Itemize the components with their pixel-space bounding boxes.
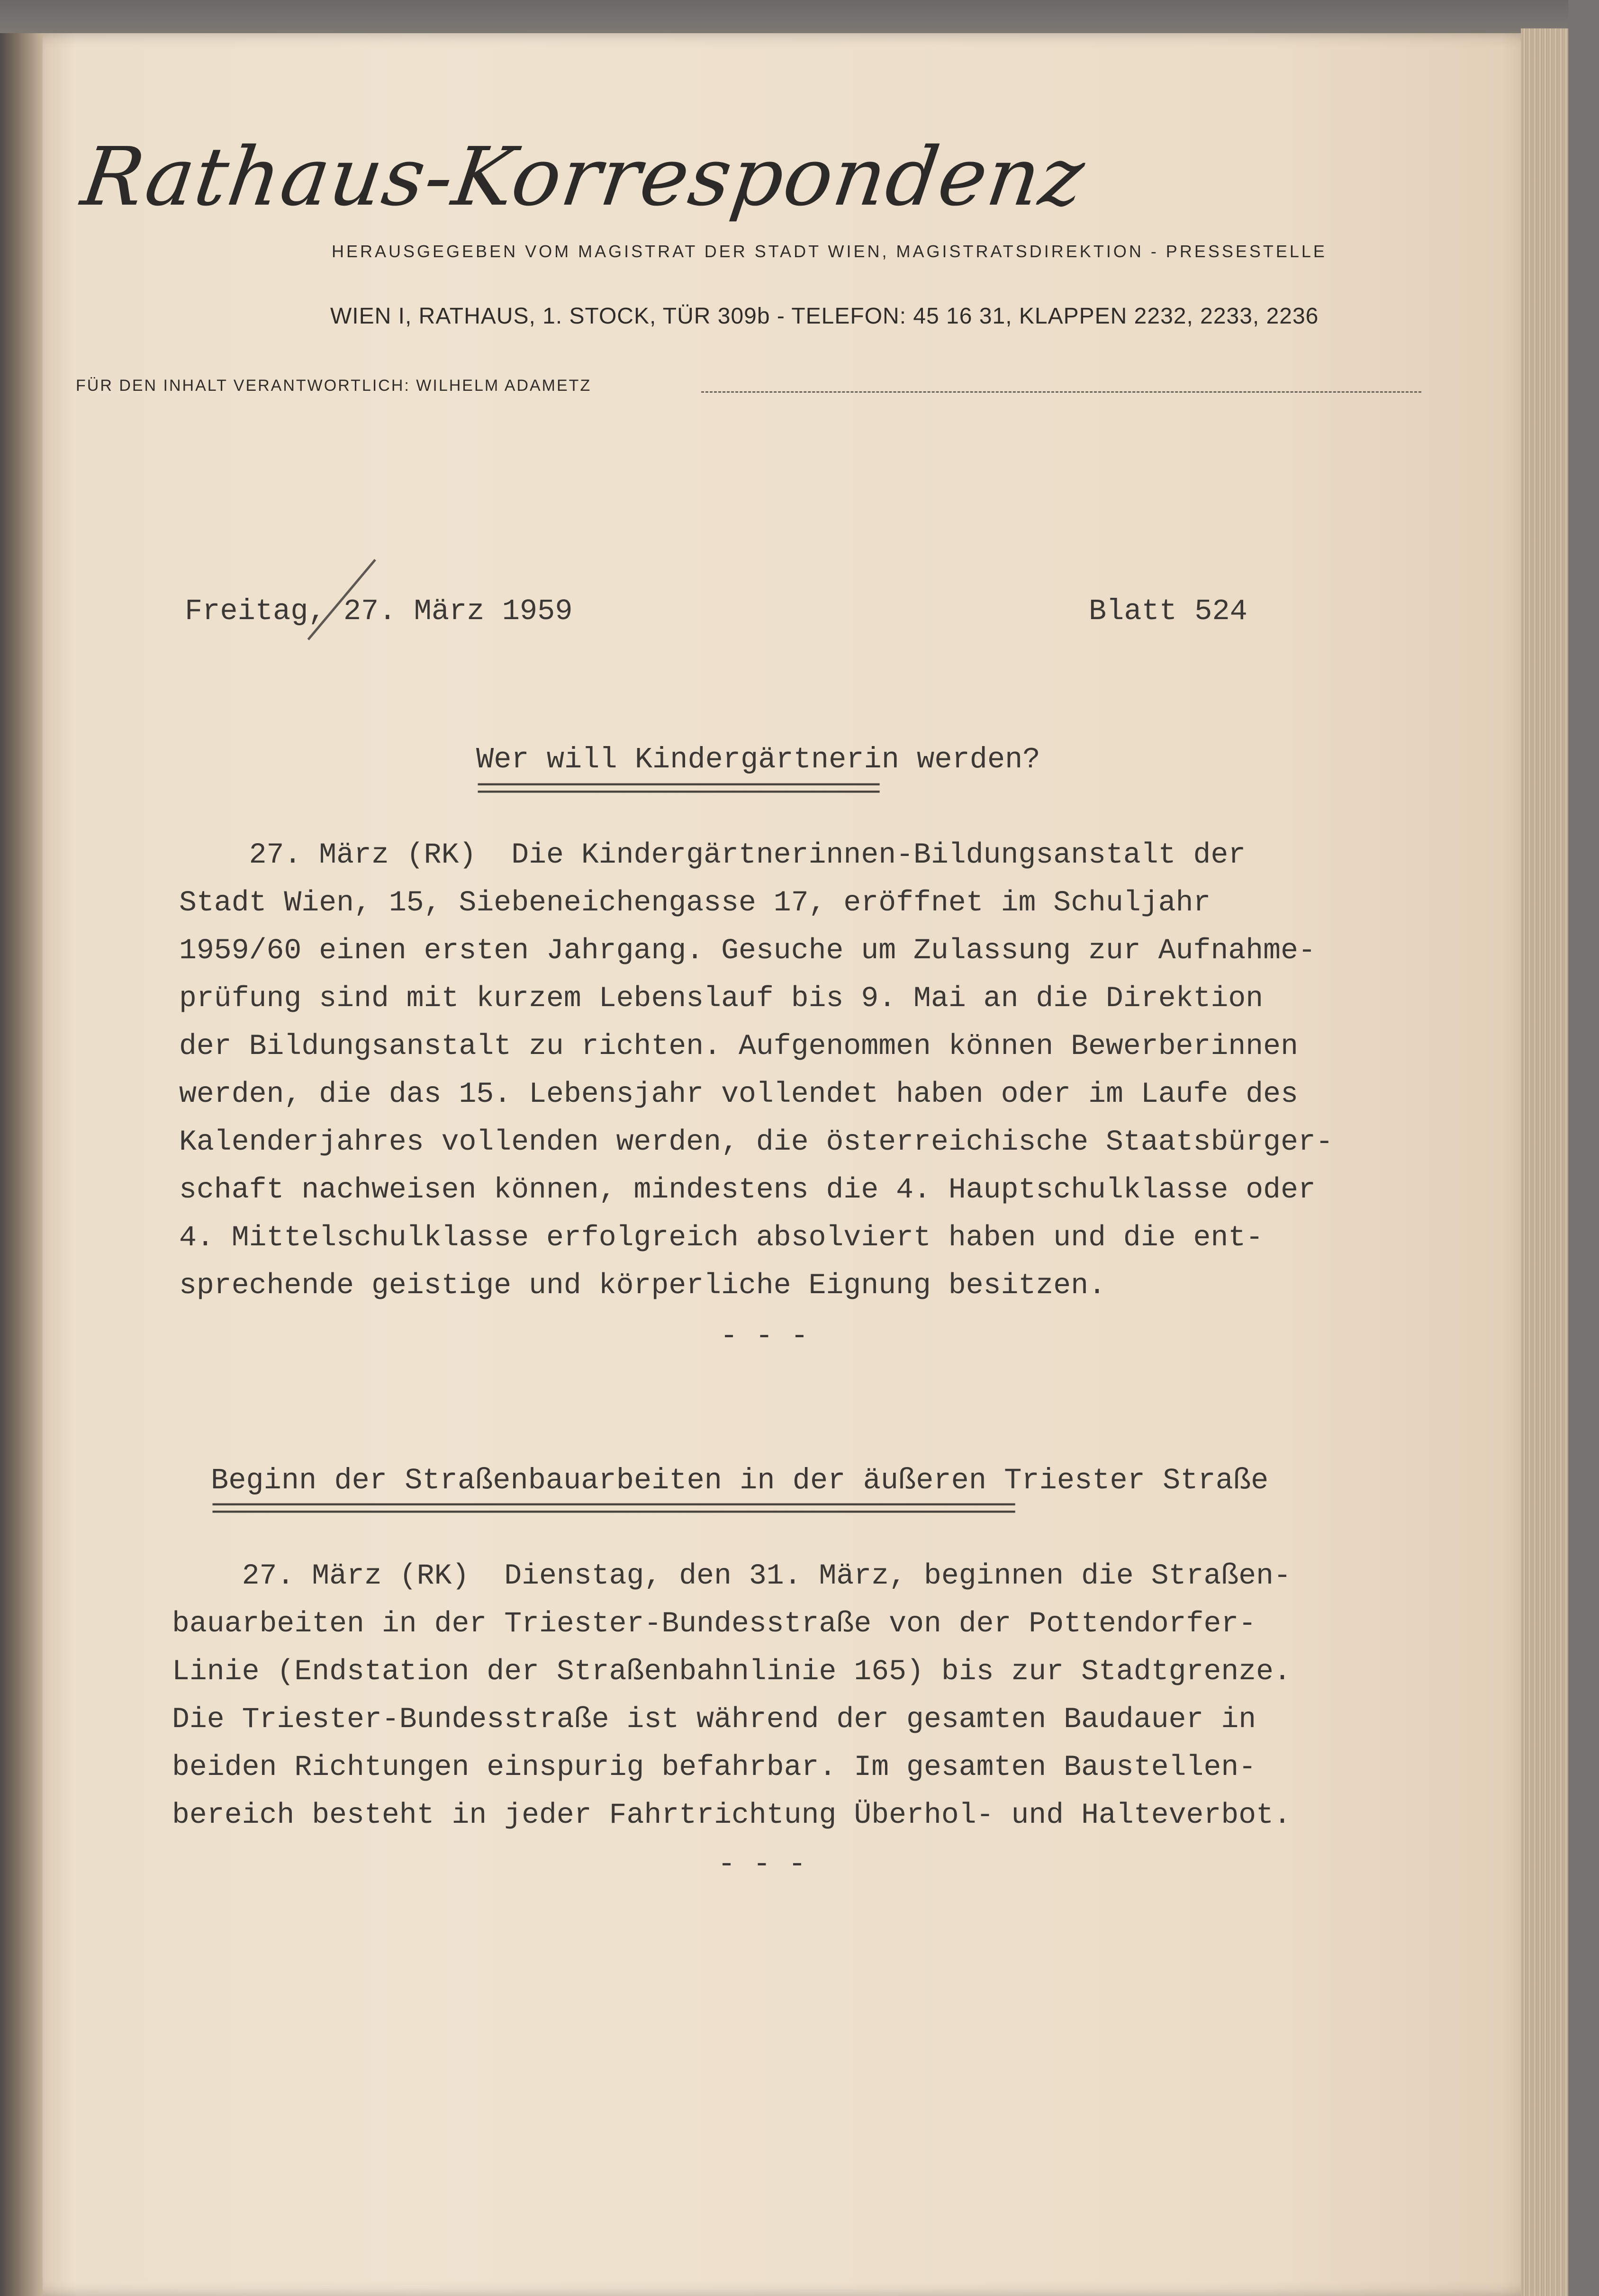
responsible-rule [701, 391, 1421, 393]
article-1-underline: ============================== [476, 773, 877, 807]
body-line: bauarbeiten in der Triester-Bundesstraße von der Pottendorfer- [172, 1608, 1256, 1640]
body-line: 1959/60 einen ersten Jahrgang. Gesuche um Zulassung zur Aufnahme- [179, 935, 1316, 967]
body-line: sprechende geistige und körperliche Eignung besitzen. [179, 1270, 1106, 1302]
body-line: beiden Richtungen einspurig befahrbar. Im gesamten Baustellen- [172, 1751, 1256, 1784]
masthead-title: Rathaus-Korrespondenz [76, 130, 1091, 224]
body-line: 4. Mittelschulklasse erfolgreich absolviert haben und die ent- [179, 1222, 1264, 1254]
body-line: bereich besteht in jeder Fahrtrichtung Überhol- und Halteverbot. [172, 1799, 1291, 1832]
article-2-headline: Beginn der Straßenbauarbeiten in der äußeren Triester Straße [211, 1464, 1269, 1497]
book-spine [0, 33, 43, 2296]
article-1-separator: - - - [720, 1319, 809, 1353]
body-line: Die Triester-Bundesstraße ist während der gesamten Baudauer in [172, 1703, 1256, 1736]
scan-background-top [0, 0, 1599, 33]
body-line: 27. März (RK) Die Kindergärtnerinnen-Bildungsanstalt der [179, 839, 1246, 872]
body-line: Kalenderjahres vollenden werden, die österreichische Staatsbürger- [179, 1126, 1333, 1159]
sheet-number: Blatt 524 [1089, 594, 1247, 628]
article-2-separator: - - - [718, 1847, 806, 1881]
article-2-body [172, 1552, 1291, 1839]
article-1-body [179, 831, 1333, 1310]
responsible-line: FÜR DEN INHALT VERANTWORTLICH: WILHELM ADAMETZ [76, 377, 592, 395]
publisher-line: HERAUSGEGEBEN VOM MAGISTRAT DER STADT WIEN, MAGISTRATSDIREKTION - PRESSESTELLE [332, 242, 1327, 261]
article-2-underline: ============================================================ [211, 1493, 1013, 1527]
body-line: werden, die das 15. Lebensjahr vollendet haben oder im Laufe des [179, 1078, 1298, 1111]
scan-background-right [1568, 0, 1599, 2296]
address-line: WIEN I, RATHAUS, 1. STOCK, TÜR 309b - TELEFON: 45 16 31, KLAPPEN 2232, 2233, 2236 [330, 304, 1319, 329]
body-line: Linie (Endstation der Straßenbahnlinie 165) bis zur Stadtgrenze. [172, 1656, 1291, 1688]
body-line: prüfung sind mit kurzem Lebenslauf bis 9. Mai an die Direktion [179, 982, 1264, 1015]
dateline-date: Freitag, 27. März 1959 [185, 594, 573, 628]
body-line: Stadt Wien, 15, Siebeneichengasse 17, eröffnet im Schuljahr [179, 887, 1211, 919]
article-1-headline: Wer will Kindergärtnerin werden? [476, 743, 1040, 776]
body-line: der Bildungsanstalt zu richten. Aufgenommen können Bewerberinnen [179, 1030, 1298, 1063]
body-line: 27. März (RK) Dienstag, den 31. März, beginnen die Straßen- [172, 1560, 1291, 1593]
body-line: schaft nachweisen können, mindestens die 4. Hauptschulklasse oder [179, 1174, 1316, 1207]
